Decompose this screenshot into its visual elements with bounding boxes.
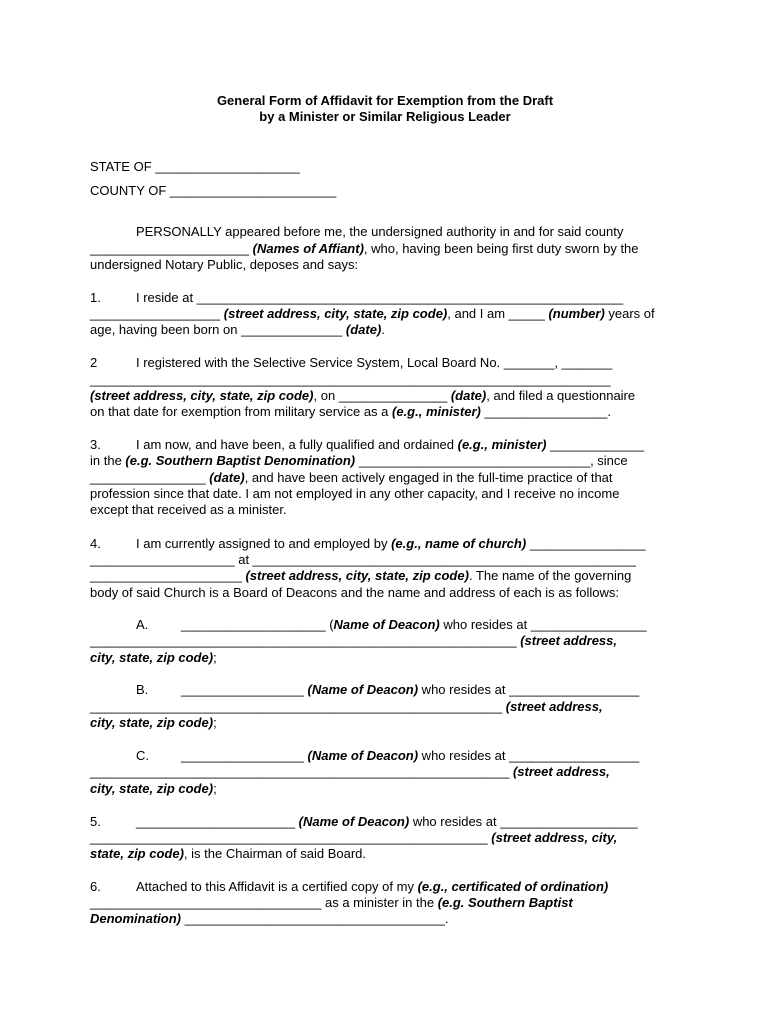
para-6-number: 6. — [90, 879, 101, 894]
intro-line-2: ______________________ (Names of Affiant), who, having been being first duty sworn by the — [90, 241, 639, 256]
para-2-line-2: ________________________________________________________________________ — [90, 372, 611, 387]
para-3-line-3: ________________ (date), and have been actively engaged in the full-time practice of that — [90, 470, 613, 485]
deacon-c-letter: C. — [136, 748, 149, 763]
para-1-line-1: I reside at ___________________________________________________________ — [136, 290, 624, 305]
para-3-line-4: profession since that date. I am not employed in any other capacity, and I receive no income — [90, 486, 620, 501]
para-4-line-1: I am currently assigned to and employed by (e.g., name of church) ________________ — [136, 536, 646, 551]
title-line-1: General Form of Affidavit for Exemption from the Draft — [216, 93, 554, 108]
para-5-number: 5. — [90, 814, 101, 829]
deacon-c-line-2: __________________________________________________________ (street address, — [90, 764, 610, 779]
intro-line-1: PERSONALLY appeared before me, the undersigned authority in and for said county — [136, 224, 624, 239]
deacon-a-line-3: city, state, zip code); — [90, 650, 217, 665]
state-field: STATE OF ____________________ — [90, 159, 300, 174]
deacon-b-line-2: _________________________________________________________ (street address, — [90, 699, 603, 714]
para-4-number: 4. — [90, 536, 101, 551]
para-2-line-4: on that date for exemption from military service as a (e.g., minister) _________________. — [90, 404, 612, 419]
para-2-line-1: I registered with the Selective Service System, Local Board No. _______, _______ — [136, 355, 613, 370]
para-2-line-3: (street address, city, state, zip code), on _______________ (date), and filed a questionnaire — [90, 388, 636, 403]
deacon-b-line-1: _________________ (Name of Deacon) who resides at __________________ — [181, 682, 640, 697]
para-4-line-2: ____________________ at _____________________________________________________ — [90, 552, 636, 567]
para-1-number: 1. — [90, 290, 101, 305]
para-6-line-2: ________________________________ as a minister in the (e.g. Southern Baptist — [90, 895, 573, 910]
deacon-a-letter: A. — [136, 617, 149, 632]
deacon-b-letter: B. — [136, 682, 149, 697]
deacon-b-line-3: city, state, zip code); — [90, 715, 217, 730]
para-6-line-1: Attached to this Affidavit is a certified copy of my (e.g., certificated of ordination) — [136, 879, 609, 894]
para-5-line-3: state, zip code), is the Chairman of said Board. — [90, 846, 367, 861]
para-5-line-1: ______________________ (Name of Deacon) who resides at ___________________ — [136, 814, 638, 829]
para-3-line-2: in the (e.g. Southern Baptist Denomination) ________________________________, since — [90, 453, 628, 468]
para-4-line-3: _____________________ (street address, city, state, zip code). The name of the governing — [90, 568, 632, 583]
deacon-a-line-1: ____________________ (Name of Deacon) who resides at ________________ — [181, 617, 647, 632]
deacon-c-line-1: _________________ (Name of Deacon) who resides at __________________ — [181, 748, 640, 763]
para-2-number: 2 — [90, 355, 98, 370]
para-3-line-5: except that received as a minister. — [90, 502, 287, 517]
deacon-c-line-3: city, state, zip code); — [90, 781, 217, 796]
document-title — [0, 93, 770, 125]
county-field: COUNTY OF _______________________ — [90, 183, 337, 198]
intro-line-3: undersigned Notary Public, deposes and says: — [90, 257, 359, 272]
title-line-2: by a Minister or Similar Religious Leader — [259, 109, 511, 124]
para-4-line-4: body of said Church is a Board of Deacons and the name and address of each is as follows: — [90, 585, 619, 600]
para-3-line-1: I am now, and have been, a fully qualified and ordained (e.g., minister) _____________ — [136, 437, 645, 452]
para-5-line-2: _______________________________________________________ (street address, city, — [90, 830, 618, 845]
para-1-line-2: __________________ (street address, city, state, zip code), and I am _____ (number) years of — [90, 306, 655, 321]
para-3-number: 3. — [90, 437, 101, 452]
deacon-a-line-2: ___________________________________________________________ (street address, — [90, 633, 618, 648]
para-1-line-3: age, having been born on ______________ (date). — [90, 322, 385, 337]
para-6-line-3: Denomination) ____________________________________. — [90, 911, 449, 926]
